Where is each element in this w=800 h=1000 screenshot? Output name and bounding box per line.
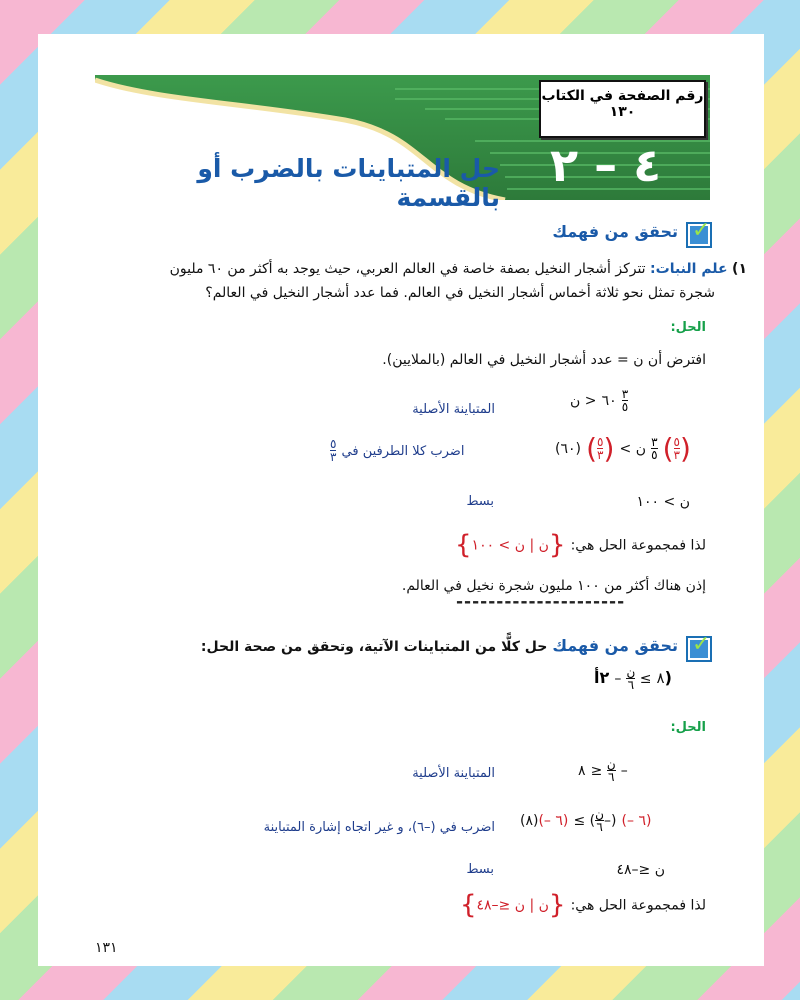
solution-label: الحل: [670, 720, 706, 735]
set-prefix: لذا فمجموعة الحل هي: [570, 537, 706, 554]
step-simplify: بسط [466, 494, 494, 509]
numerator: ٥ [673, 435, 680, 449]
fraction [622, 388, 628, 413]
checkmark-icon: ✓ [686, 222, 712, 248]
problem-1-line-1 [87, 261, 747, 277]
step-text: اضرب كلا الطرفين في [341, 444, 465, 459]
step-original: المتباينة الأصلية [412, 766, 495, 781]
step-simplify: بسط [466, 862, 494, 877]
denominator: ٣ [673, 448, 680, 462]
value: (٦٠) [555, 441, 581, 457]
denominator: ٣ [330, 450, 337, 464]
step-multiply-negative: اضرب في (–٦)، و غير اتجاه إشارة المتباينة [263, 820, 495, 835]
problem-number: ١) [732, 261, 747, 277]
check-understanding-2 [200, 636, 678, 655]
solution-label: الحل: [670, 320, 706, 335]
inequality2-row-1: ٨ ≥ $\frac{\text{ن}}{٦}$ – [578, 757, 628, 784]
lesson-number: ٤ – ٢ [550, 138, 662, 192]
book-page-reference [539, 80, 706, 138]
problem-number: ٢أ) [594, 668, 672, 687]
instruction-text: حل كلًّا من المتباينات الآتية، وتحقق من صحة الحل: [200, 639, 548, 655]
set-prefix: لذا فمجموعة الحل هي: [570, 897, 706, 914]
assumption-text: افترض أن ن = عدد أشجار النخيل في العالم (بالملايين). [382, 352, 706, 368]
numerator: ن [595, 807, 604, 821]
lesson-title: حل المتباينات بالضرب أو بالقسمة [197, 154, 500, 212]
problem-1-line-2: شجرة تمثل نحو ثلاثة أخماس أشجار النخيل في العالم. فما عدد أشجار النخيل في العالم؟ [205, 285, 715, 301]
numerator: ن [626, 665, 636, 679]
problem-text: تتركز أشجار النخيل بصفة خاصة في العالم العربي، حيث يوجد به أكثر من ٦٠ مليون [169, 261, 646, 277]
denominator: ٦ [607, 770, 615, 784]
variable: ن [570, 393, 581, 409]
page-number: ١٣١ [95, 940, 118, 956]
check-understanding-heading: تحقق من فهمك [552, 636, 678, 655]
checkmark-icon: ✓ [686, 636, 712, 662]
multiplier: (– ٦) [538, 813, 569, 829]
denominator: ٥ [651, 448, 658, 462]
divider: --------------------- [456, 592, 626, 612]
check-understanding-heading: تحقق من فهمك [552, 222, 678, 241]
value: (٨) [520, 813, 539, 829]
numerator: ٥ [330, 437, 337, 451]
problem-2a: ٨ ≥ $\frac{\text{ن}}{٦}$ – ٢أ) [594, 665, 672, 692]
problem-topic: علم النبات: [650, 261, 728, 277]
numerator: ن [606, 757, 616, 771]
multiplier: (– ٦) [621, 813, 652, 829]
denominator: ٦ [596, 820, 603, 834]
set-value: ن | ن ≤–٤٨ [476, 897, 549, 914]
reference-page-number: ١٣٠ [609, 104, 636, 120]
denominator: ٣ [597, 448, 604, 462]
numerator: ٣ [651, 435, 658, 449]
set-value: ن | ن > ١٠٠ [471, 537, 549, 554]
solution-set-1: لذا فمجموعة الحل هي: {ن | ن > ١٠٠} [455, 530, 706, 560]
step-multiply [330, 438, 464, 463]
numerator: ٥ [597, 435, 604, 449]
step-original: المتباينة الأصلية [412, 402, 495, 417]
value: ٨ [578, 763, 586, 779]
numerator: ٣ [621, 387, 629, 401]
value: ٦٠ [601, 393, 617, 409]
denominator: ٥ [621, 400, 629, 414]
denominator: ٦ [627, 678, 635, 692]
solution-set-2: لذا فمجموعة الحل هي: {ن | ن ≤–٤٨} [459, 890, 706, 920]
variable: ن [635, 441, 646, 457]
reference-label: رقم الصفحة في الكتاب [541, 88, 704, 104]
inequality-row-2: (٦٠) ( $\frac{٥}{٣}$ ) < ن $\frac{٣}{٥}$ ( $\frac{٥}{٣}$ ) [555, 432, 691, 465]
inequality-row-1: ٦٠ < ن $\frac{٣}{٥}$ [570, 387, 629, 414]
conclusion-text: إذن هناك أكثر من ١٠٠ مليون شجرة نخيل في العالم. [401, 578, 706, 594]
inequality2-row-2: (٨)(– ٦) ≤ ( $\frac{\text{ن}}{٦}$ –) (– ٦) [520, 807, 652, 834]
inequality2-row-3: ن ≤–٤٨ [616, 862, 665, 878]
value: ٨ [656, 669, 665, 687]
inequality-row-3: ن > ١٠٠ [636, 494, 690, 510]
